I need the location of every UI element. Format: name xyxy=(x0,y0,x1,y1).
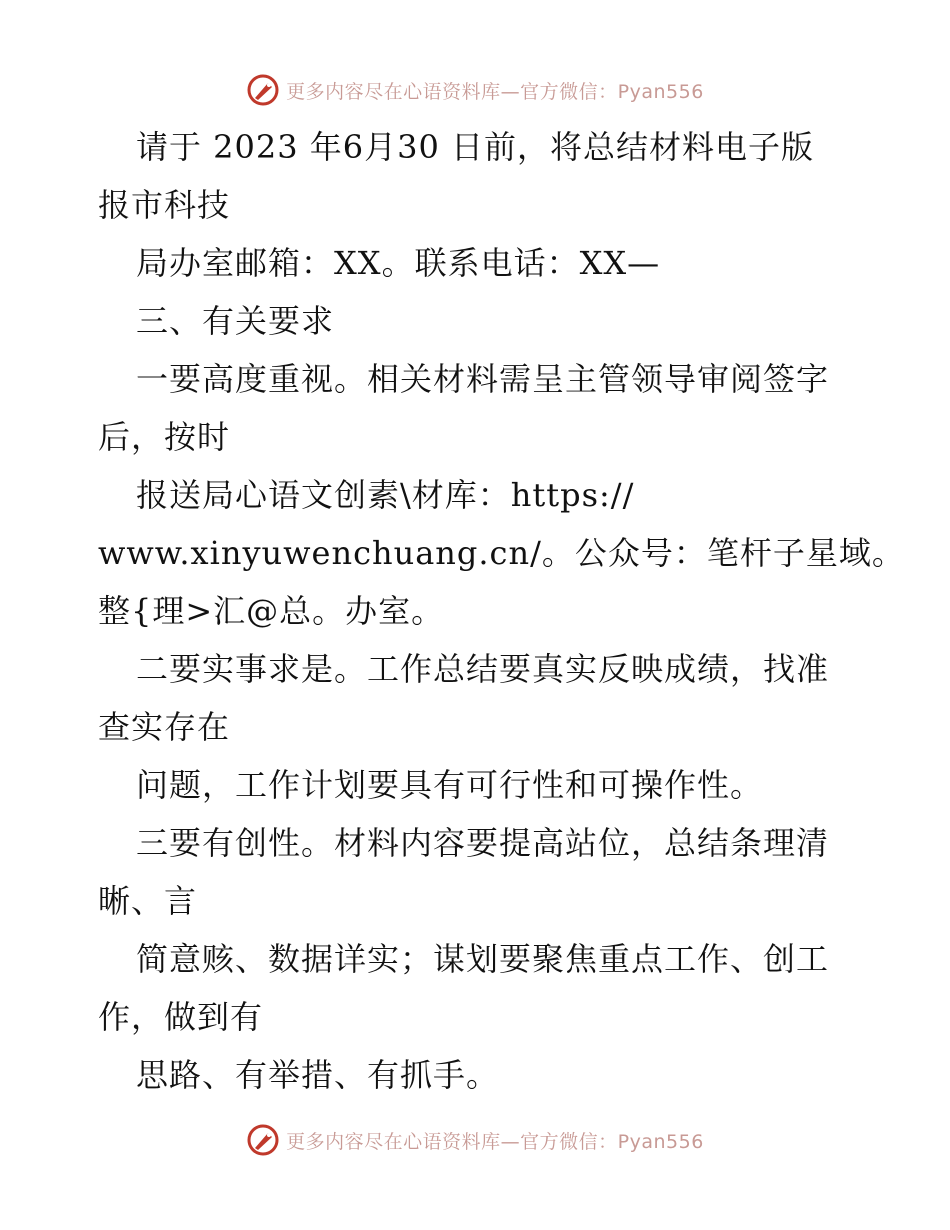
text-line: 查实存在 xyxy=(98,708,231,746)
section-heading: 三、有关要求 xyxy=(136,302,335,340)
text-line: 报送局心语文创素\材库：https:// xyxy=(136,476,635,514)
watermark-text: 更多内容尽在心语资料库—官方微信：Pyan556 xyxy=(286,80,704,103)
text-line: 三要有创性。材料内容要提高站位，总结条理清 xyxy=(136,824,830,862)
text-line: 二要实事求是。工作总结要真实反映成绩，找准 xyxy=(136,650,830,688)
text-line: www.xinyuwenchuang.cn/。公众号：笔杆子星域。 xyxy=(98,534,905,572)
text-line: 简意赅、数据详实；谋划要聚焦重点工作、创工 xyxy=(136,940,830,978)
text-line: 整{理>汇@总。办室。 xyxy=(98,592,445,630)
text-line: 局办室邮箱：XX。联系电话：XX— xyxy=(136,244,661,282)
text-line: 作，做到有 xyxy=(98,998,264,1036)
text-line: 报市科技 xyxy=(98,186,231,224)
text-line: 思路、有举措、有抓手。 xyxy=(136,1056,500,1094)
watermark-text: 更多内容尽在心语资料库—官方微信：Pyan556 xyxy=(286,1130,704,1153)
pen-nib-logo-icon xyxy=(246,1123,280,1157)
text-line: 请于 2023 年6月30 日前，将总结材料电子版 xyxy=(136,128,815,166)
pen-nib-logo-icon xyxy=(246,73,280,107)
text-line: 晰、言 xyxy=(98,882,198,920)
document-body xyxy=(98,118,905,1104)
text-line: 一要高度重视。相关材料需呈主管领导审阅签字 xyxy=(136,360,830,398)
text-line: 问题，工作计划要具有可行性和可操作性。 xyxy=(136,766,764,804)
header-watermark xyxy=(0,70,950,110)
footer-watermark xyxy=(0,1120,950,1160)
text-line: 后，按时 xyxy=(98,418,231,456)
